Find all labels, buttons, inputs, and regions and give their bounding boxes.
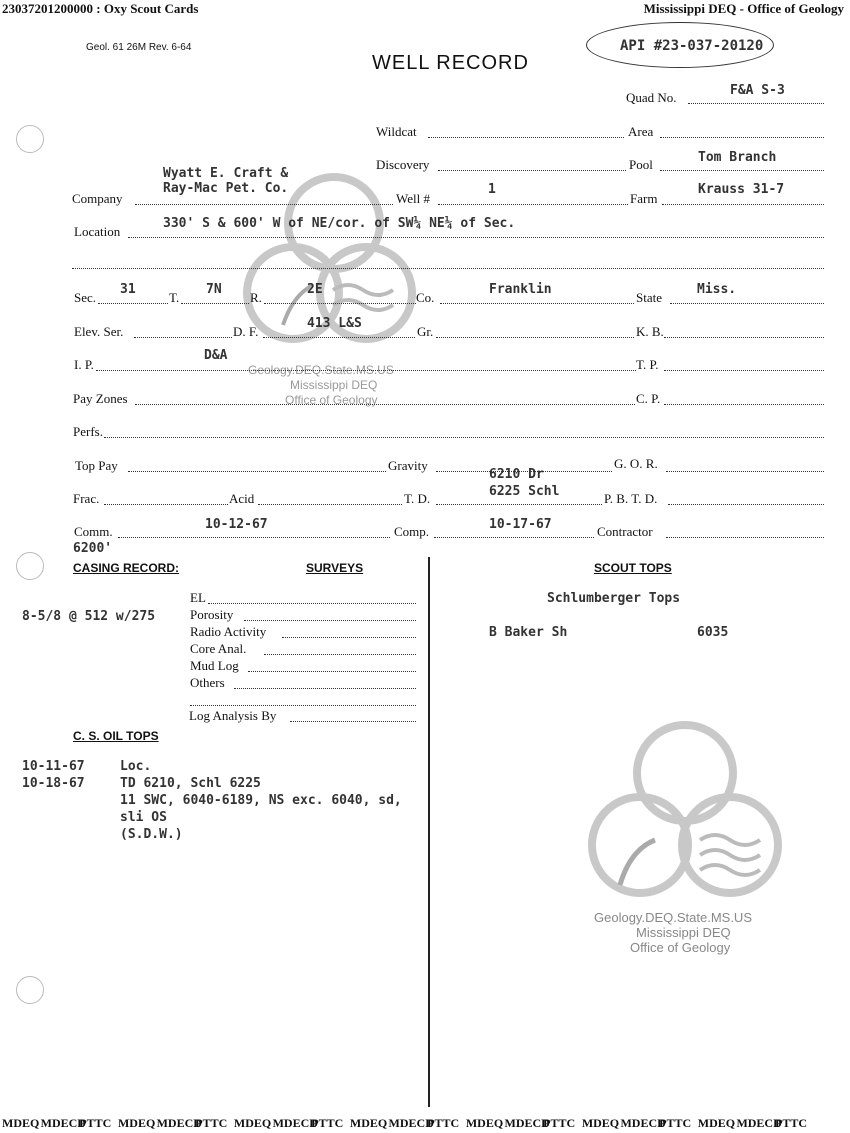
t-value: 7N [206,282,222,297]
survey-core-anal: Core Anal. [190,641,247,656]
survey-el: EL [190,590,206,605]
cp-label: C. P. [636,391,661,406]
frac-label: Frac. [73,491,100,506]
oil-top-date-1: 10-11-67 [22,759,85,774]
watermark-text-1: Geology.DEQ.State.MS.US [248,363,394,377]
pbtd-label: P. B. T. D. [604,491,658,506]
company-value-2: Ray-Mac Pet. Co. [163,181,289,196]
company-value-1: Wyatt E. Craft & [163,166,289,181]
oil-top-line-1: Loc. [120,759,152,774]
co-label: Co. [416,290,435,305]
header-left: 23037201200000 : Oxy Scout Cards [2,1,199,16]
contractor-label: Contractor [597,524,653,539]
footer-label: MDECD [40,1116,86,1130]
oil-top-line-5: (S.D.W.) [120,827,183,842]
casing-entry: 8-5/8 @ 512 w/275 [22,609,156,624]
state-value: Miss. [697,282,737,297]
comp-value: 10-17-67 [489,517,552,532]
footer-label: MDECD [504,1116,550,1130]
footer-label: PTTC [195,1116,228,1130]
surveys-heading: SURVEYS [306,561,364,575]
watermark-text-3: Office of Geology [285,393,378,407]
perfs-label: Perfs. [73,424,103,439]
ip-value: D&A [204,348,228,363]
footer-label: MDECD [620,1116,666,1130]
elev-label: Elev. Ser. [74,324,124,339]
oil-top-date-2: 10-18-67 [22,776,85,791]
state-label: State [636,290,662,305]
well-value: 1 [488,182,496,197]
column-divider [428,557,430,1107]
punch-hole-top [16,125,44,153]
company-label: Company [72,191,123,206]
t-label: T. [169,290,180,305]
farm-label: Farm [630,191,658,206]
payzones-label: Pay Zones [73,391,128,406]
depth-note: 6200' [73,541,113,556]
watermark-text-4: Geology.DEQ.State.MS.US [594,910,752,925]
quad-label: Quad No. [626,90,677,105]
td-label: T. D. [404,491,431,506]
sec-value: 31 [120,282,136,297]
survey-mud-log: Mud Log [190,658,239,673]
header-right: Mississippi DEQ - Office of Geology [643,1,844,16]
location-value: 330' S & 600' W of NE/cor. of SW¼ NE¼ of Sec. [163,216,516,231]
r-value: 2E [307,282,323,297]
df-label: D. F. [233,324,259,339]
tp-label: T. P. [636,357,659,372]
footer-label: MDEQ [2,1116,40,1130]
punch-hole-middle [16,552,44,580]
well-label: Well # [396,191,430,206]
footer-label: PTTC [427,1116,460,1130]
api-number: API #23-037-20120 [620,38,764,54]
footer-label: MDECD [388,1116,434,1130]
scout-heading: SCOUT TOPS [594,561,672,575]
footer-label: MDEQ [233,1116,272,1130]
farm-value: Krauss 31-7 [698,182,785,197]
survey-log-analysis: Log Analysis By [189,708,277,723]
footer-label: MDEQ [581,1116,620,1130]
oil-top-line-2: TD 6210, Schl 6225 [120,776,261,791]
footer-label: MDECD [272,1116,318,1130]
oil-top-line-4: sli OS [120,810,167,825]
scout-tops-heading: Schlumberger Tops [547,591,681,606]
page-title: WELL RECORD [372,52,529,74]
cs-oil-heading: C. S. OIL TOPS [73,729,159,743]
scout-top-depth: 6035 [697,625,729,640]
comm-label: Comm. [74,524,113,539]
area-label: Area [628,124,654,139]
casing-heading: CASING RECORD: [73,561,180,575]
wildcat-label: Wildcat [376,124,417,139]
location-label: Location [74,224,121,239]
survey-porosity: Porosity [190,607,234,622]
sec-label: Sec. [74,290,97,305]
quad-value: F&A S-3 [730,83,785,98]
df-value: 413 L&S [307,316,362,331]
oil-top-line-3: 11 SWC, 6040-6189, NS exc. 6040, sd, [120,793,402,808]
footer-label: PTTC [79,1116,112,1130]
kb-label: K. B. [636,324,664,339]
footer-label: PTTC [311,1116,344,1130]
ip-label: I. P. [74,357,94,372]
footer-label: MDEQ [117,1116,156,1130]
td-value-1: 6210 Dr [489,467,544,482]
footer-label: PTTC [659,1116,692,1130]
td-value-2: 6225 Schl [489,484,560,499]
toppay-label: Top Pay [75,458,118,473]
footer-label: PTTC [775,1116,808,1130]
gr-label: Gr. [417,324,434,339]
comp-label: Comp. [394,524,430,539]
footer-label: MDEQ [697,1116,736,1130]
watermark-logo-2 [585,715,795,915]
footer-label: MDEQ [465,1116,504,1130]
gravity-label: Gravity [388,458,428,473]
footer-label: PTTC [543,1116,576,1130]
survey-radio-activity: Radio Activity [190,624,267,639]
acid-label: Acid [229,491,255,506]
watermark-text-2: Mississippi DEQ [290,378,378,392]
scout-top-name: B Baker Sh [489,625,568,640]
footer-label: MDEQ [349,1116,388,1130]
co-value: Franklin [489,282,552,297]
comm-value: 10-12-67 [205,517,268,532]
footer-label: MDECD [156,1116,202,1130]
pool-label: Pool [629,157,653,172]
discovery-label: Discovery [376,157,430,172]
watermark-text-6: Office of Geology [630,940,731,955]
punch-hole-bottom [16,976,44,1004]
footer-label: MDECD [736,1116,782,1130]
survey-others: Others [190,675,225,690]
form-code: Geol. 61 26M Rev. 6-64 [86,42,192,53]
gor-label: G. O. R. [614,456,658,471]
pool-value: Tom Branch [698,150,777,165]
watermark-text-5: Mississippi DEQ [636,925,731,940]
r-label: R. [250,290,262,305]
